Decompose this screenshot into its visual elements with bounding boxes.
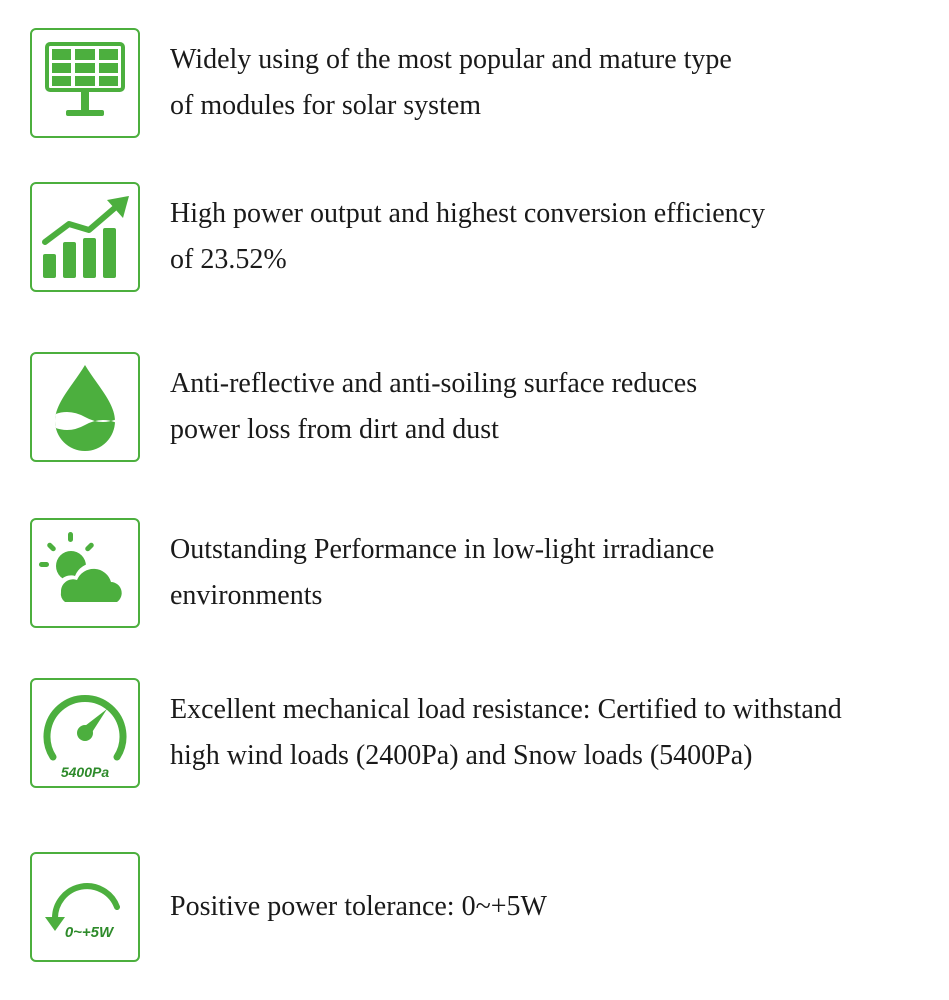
feature-text-line: of 23.52% [170,244,287,275]
feature-item-low-light [30,518,930,628]
feature-icon-box [30,678,140,788]
tolerance-label: 0~+5W [64,924,114,941]
feature-icon-box [30,28,140,138]
growth-chart-icon [37,192,133,282]
feature-icon-box [30,352,140,462]
feature-description [170,884,930,930]
gauge-label: 5400Pa [60,764,110,780]
feature-text-line: high wind loads (2400Pa) and Snow loads (5400Pa) [170,740,753,771]
feature-description [170,361,930,453]
feature-item-power-output [30,182,930,292]
feature-text-line: Outstanding Performance in low-light irradiance [170,534,715,565]
feature-description [170,37,930,129]
solar-panel-icon [40,38,130,128]
sun-cloud-icon [35,528,135,618]
pressure-gauge-icon [35,683,135,783]
feature-item-mechanical-load [30,678,930,788]
feature-description [170,191,930,283]
feature-text-line: Positive power tolerance: 0~+5W [170,891,547,922]
feature-text-line: environments [170,580,323,611]
feature-item-module-type [30,28,930,138]
tolerance-arrow-icon [35,857,135,957]
feature-item-power-tolerance [30,852,930,962]
water-drop-icon [45,359,125,455]
feature-text-line: of modules for solar system [170,90,482,121]
feature-text-line: Excellent mechanical load resistance: Certified to withstand [170,694,842,725]
feature-text-line: power loss from dirt and dust [170,414,499,445]
feature-icon-box [30,518,140,628]
feature-text-line: Widely using of the most popular and mature type [170,44,732,75]
feature-text-line: Anti-reflective and anti-soiling surface reduces [170,368,698,399]
feature-icon-box [30,182,140,292]
feature-text-line: High power output and highest conversion efficiency [170,198,766,229]
feature-icon-box [30,852,140,962]
feature-description [170,527,930,619]
feature-description [170,687,930,779]
feature-item-anti-soiling [30,352,930,462]
